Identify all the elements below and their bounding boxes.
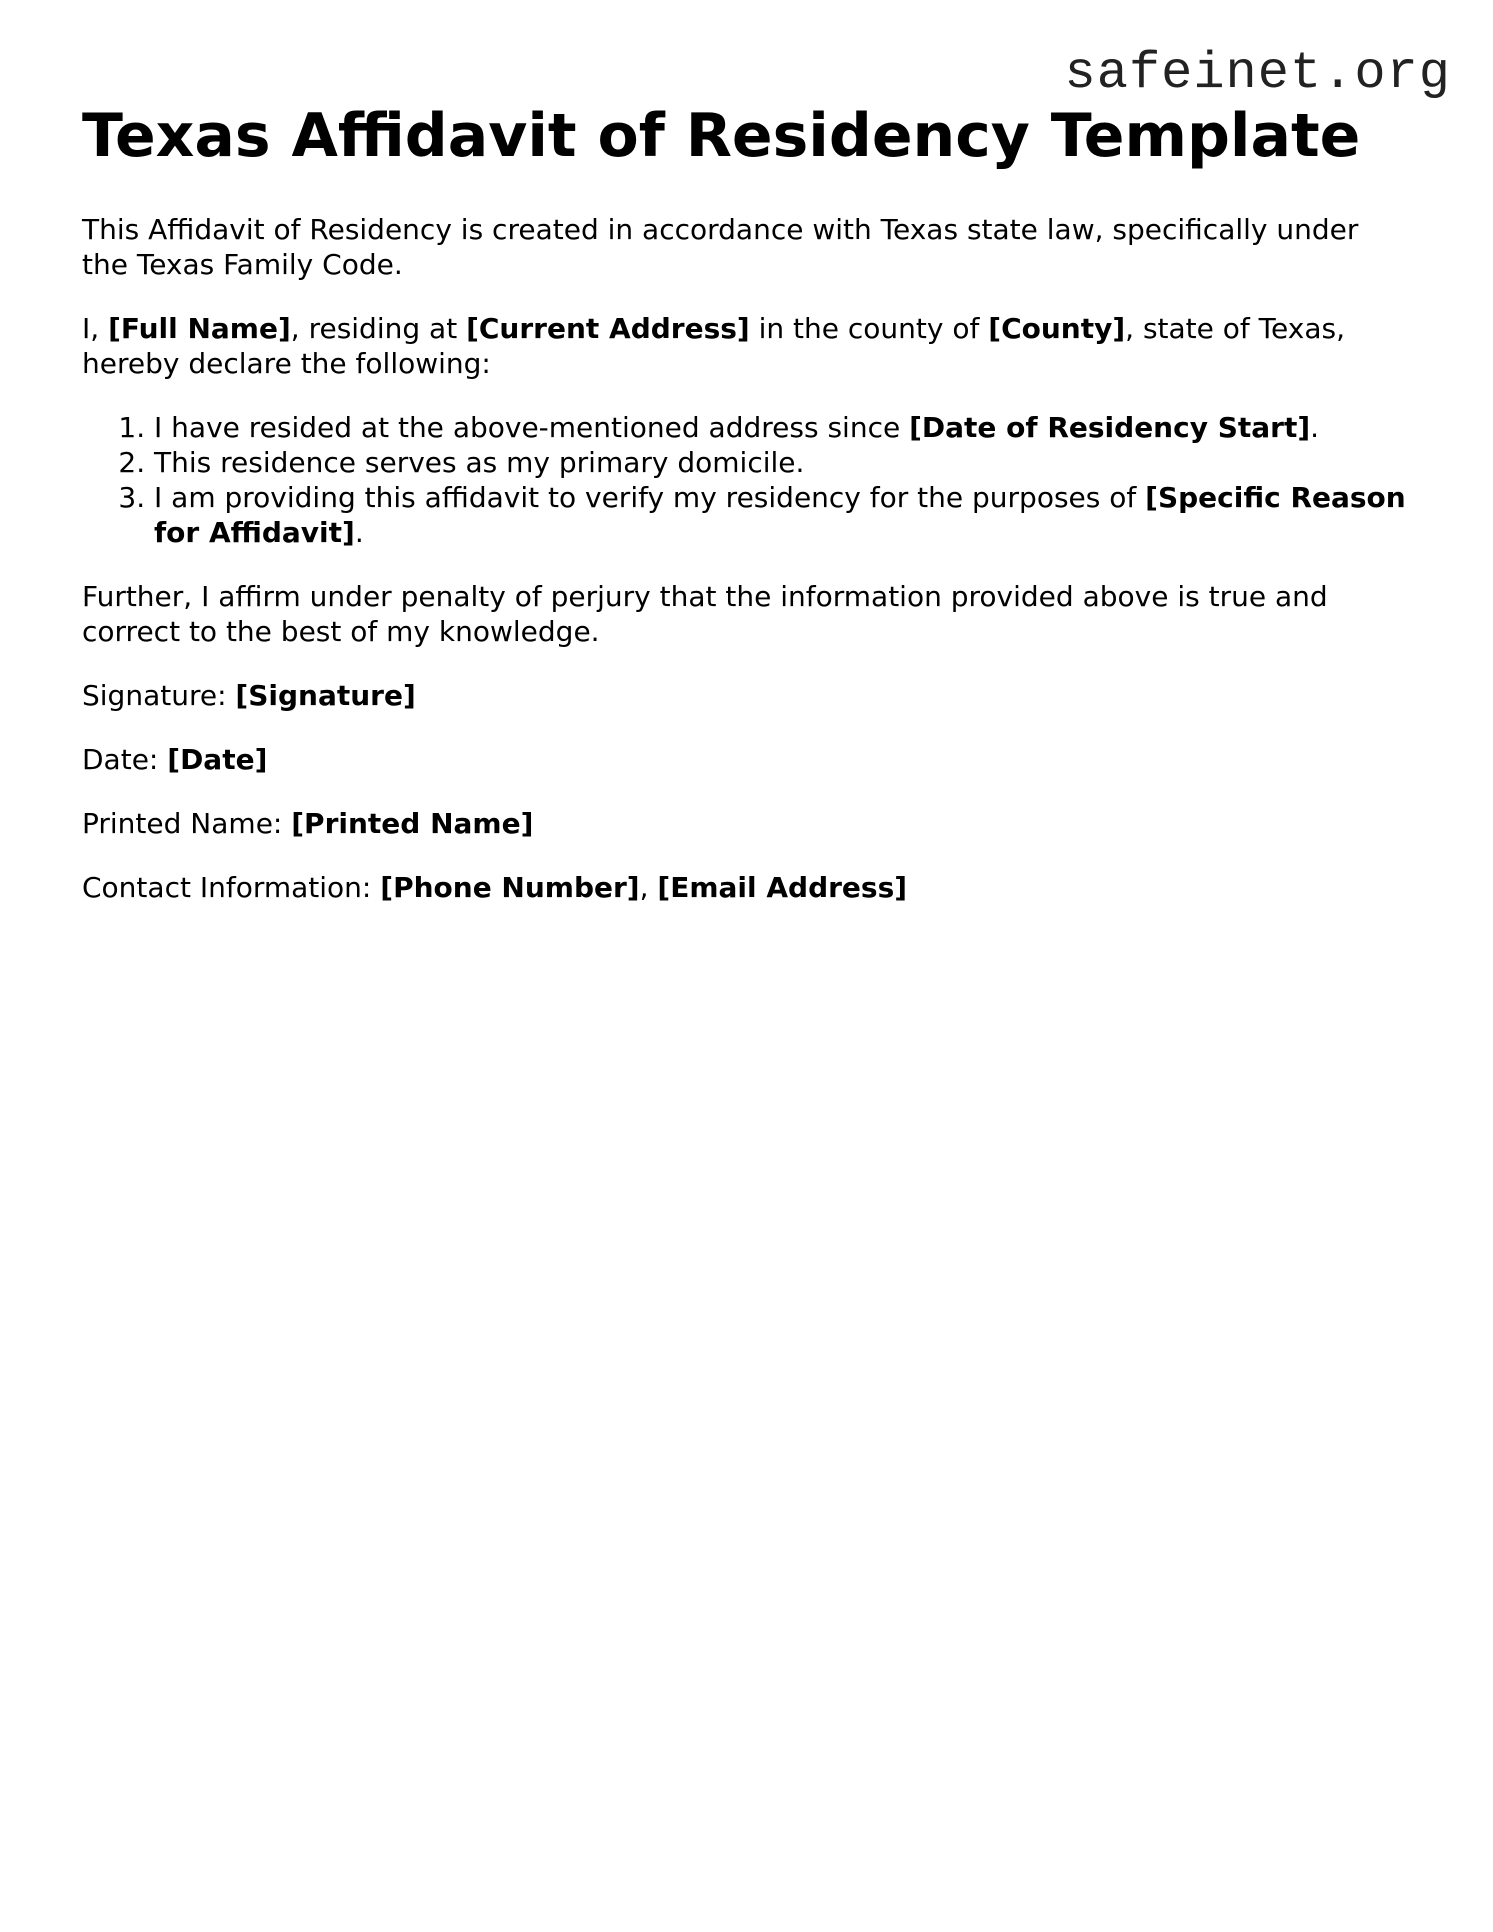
list-item-text: This residence serves as my primary domicile. (154, 446, 805, 479)
page-title: Texas Affidavit of Residency Template (82, 101, 1361, 171)
residency-start-date-field: [Date of Residency Start] (909, 411, 1311, 444)
declaration-text: in the county of (749, 312, 989, 345)
date-line (82, 742, 1412, 777)
printed-name-label: Printed Name: (82, 807, 292, 840)
list-item (154, 445, 1412, 480)
contact-label: Contact Information: (82, 871, 381, 904)
list-item-end: . (354, 516, 364, 549)
specific-reason-field: [Specific Reason for Affidavit] (154, 481, 1406, 549)
intro-paragraph: This Affidavit of Residency is created in accordance with Texas state law, specifically under the Texas Family Code. (82, 213, 1359, 281)
contact-line (82, 870, 1412, 905)
signature-line (82, 678, 1412, 713)
date-label: Date: (82, 743, 168, 776)
printed-name-line (82, 806, 1412, 841)
list-item-text: I have resided at the above-mentioned address since (154, 411, 910, 444)
phone-number-field: [Phone Number] (380, 871, 640, 904)
date-field: [Date] (167, 743, 268, 776)
signature-field: [Signature] (235, 679, 416, 712)
email-address-field: [Email Address] (657, 871, 908, 904)
affirmation-paragraph: Further, I affirm under penalty of perjury that the information provided above is true and correct to the best of my knowledge. (82, 580, 1328, 648)
document-body (82, 100, 1412, 934)
list-item-end: . (1310, 411, 1320, 444)
declaration-text: , residing at (290, 312, 467, 345)
county-field: [County] (988, 312, 1126, 345)
declaration-list (82, 410, 1412, 550)
full-name-field: [Full Name] (108, 312, 291, 345)
contact-separator: , (639, 871, 658, 904)
printed-name-field: [Printed Name] (291, 807, 534, 840)
declaration-text: I, (82, 312, 109, 345)
list-item (154, 480, 1412, 550)
signature-label: Signature: (82, 679, 236, 712)
list-item (154, 410, 1412, 445)
watermark: safeinet.org (1064, 44, 1451, 103)
declaration-paragraph (82, 311, 1412, 381)
current-address-field: [Current Address] (466, 312, 750, 345)
declaration-text: , state of Texas, hereby declare the following: (82, 312, 1345, 380)
list-item-text: I am providing this affidavit to verify my residency for the purposes of (154, 481, 1146, 514)
